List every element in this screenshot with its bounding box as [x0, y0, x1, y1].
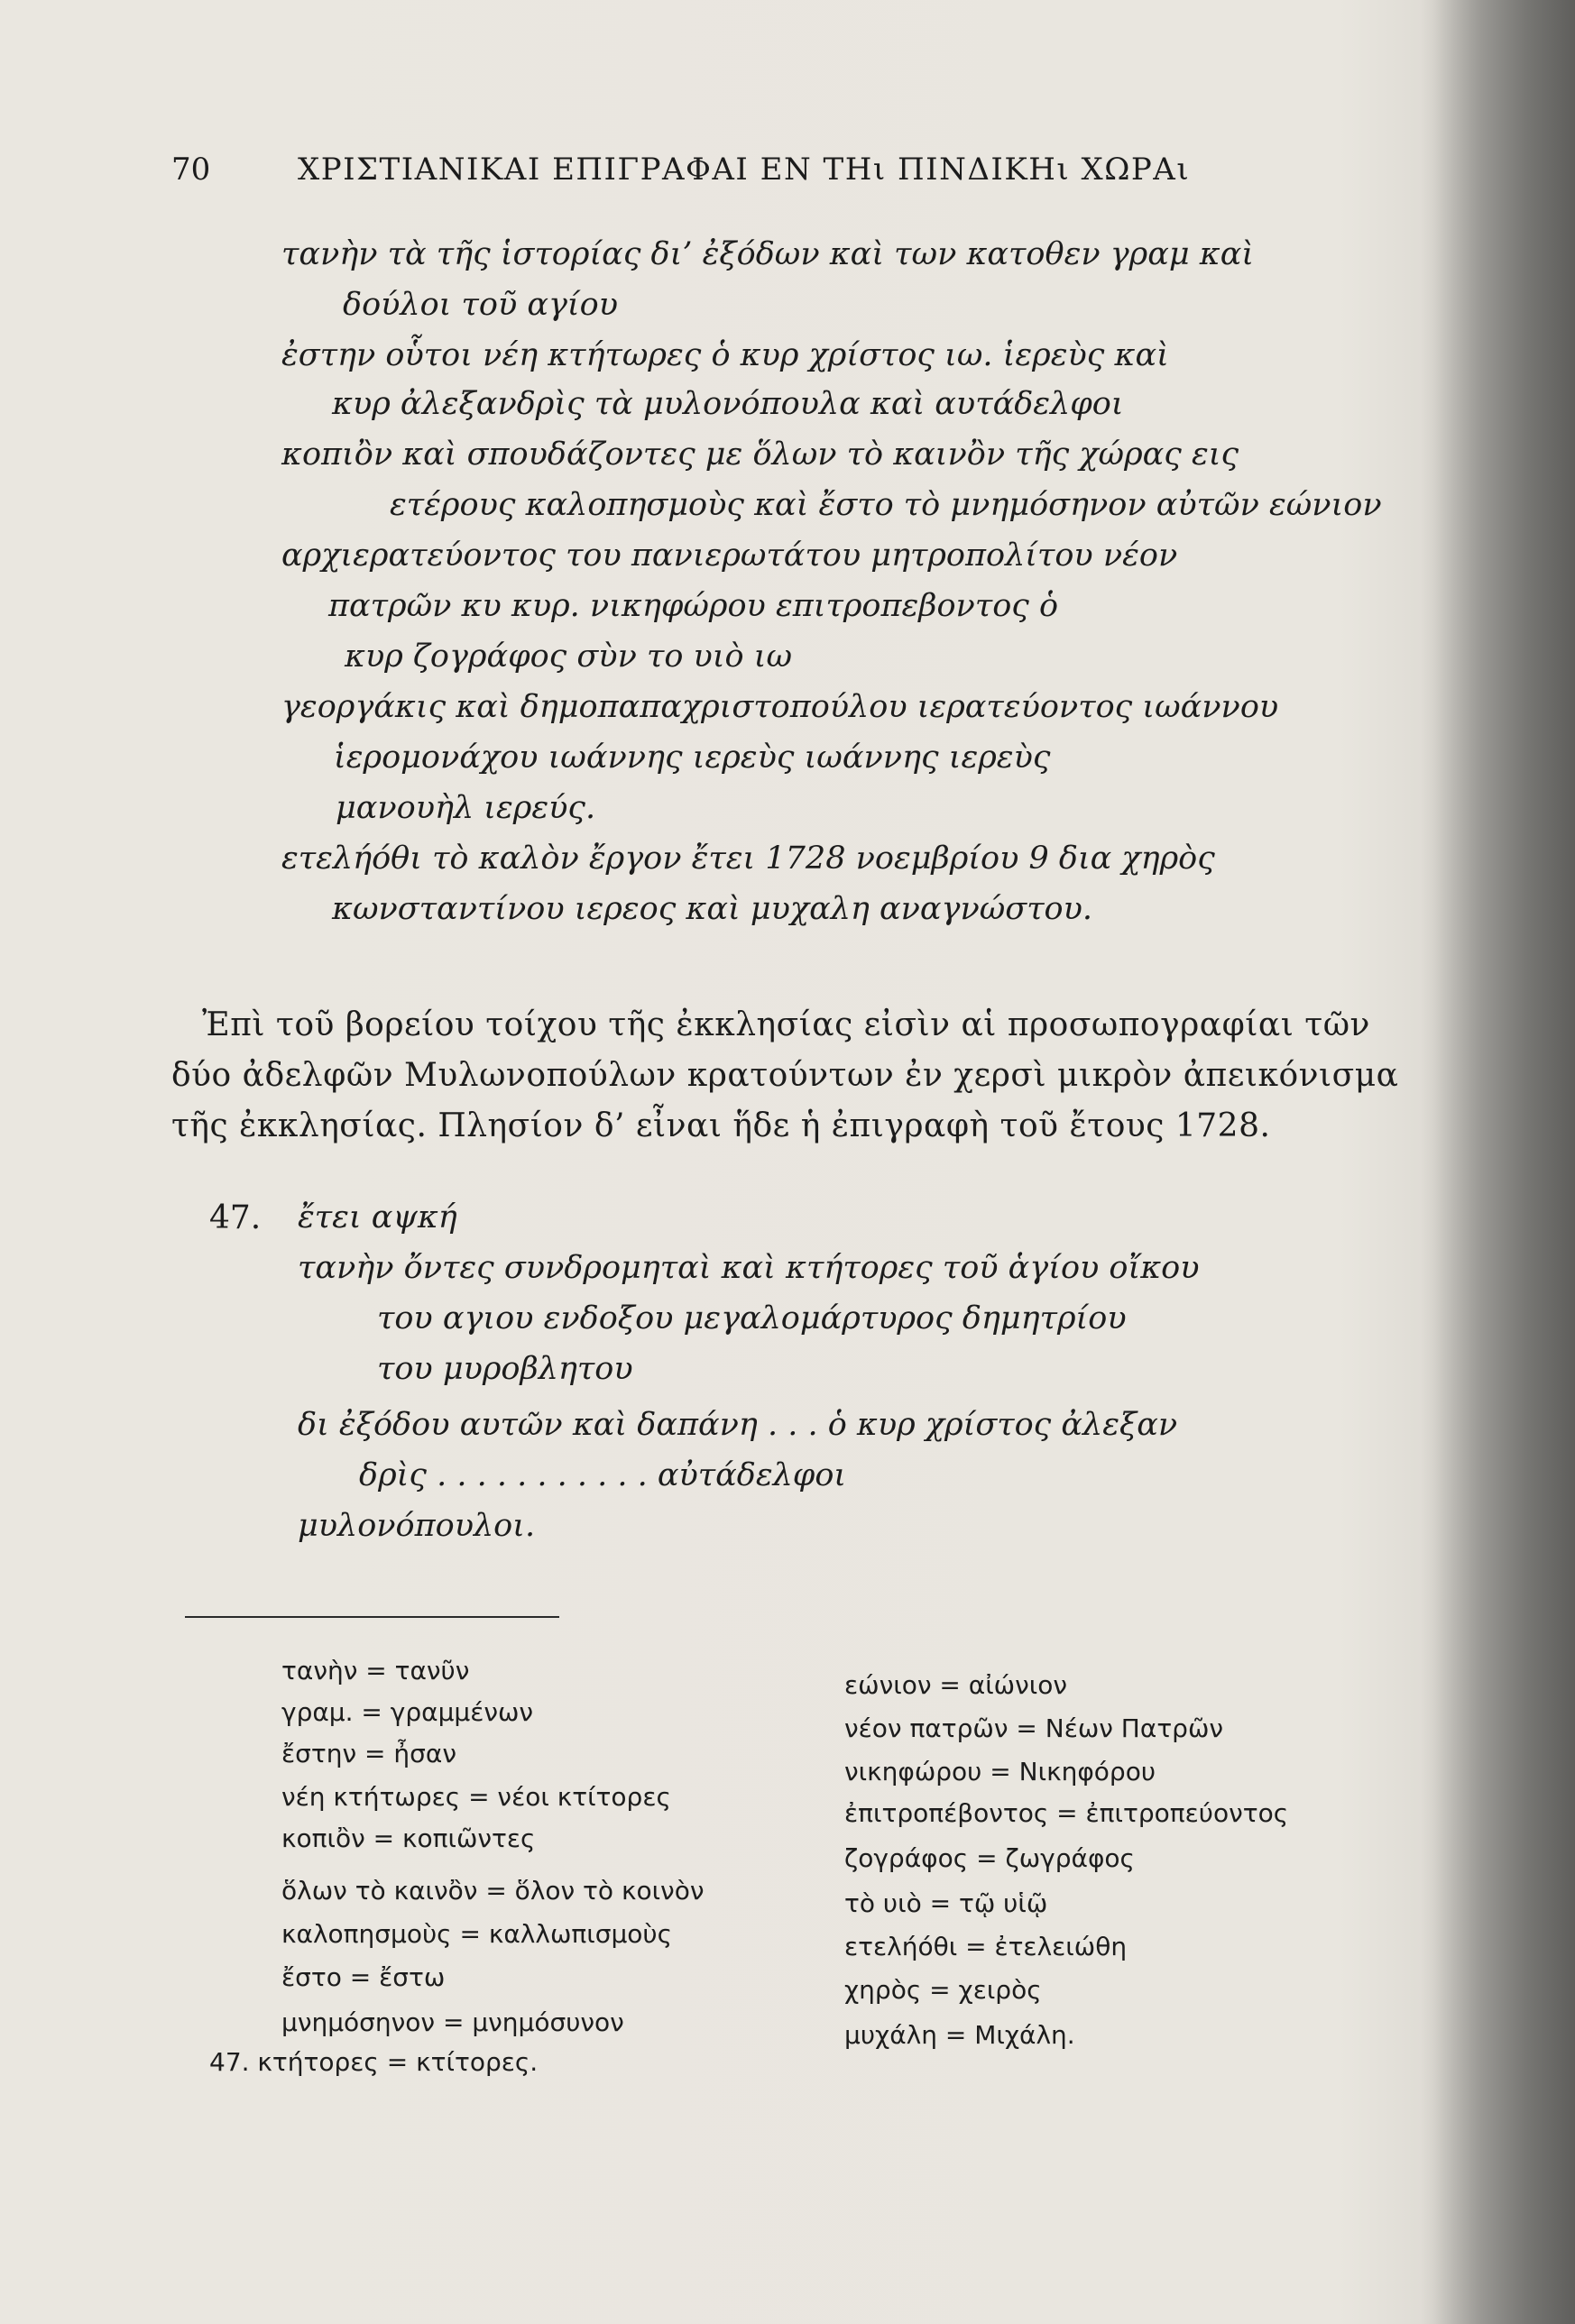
- inscription-line: κυρ ἀλεξανδρὶς τὰ μυλονόπουλα καὶ αυτάδελφοι: [332, 386, 1124, 422]
- inscription-line: ἐστην οὗτοι νέη κτήτωρες ὁ κυρ χρίστος ιω. ἱερεὺς καὶ: [281, 337, 1169, 373]
- inscription-line: ἔτει αψκή: [298, 1199, 457, 1235]
- inscription-line: κυρ ζογράφος σὺν το υιὸ ιω: [345, 638, 792, 675]
- footnote-left: μνημόσηνον = μνημόσυνον: [281, 2007, 624, 2037]
- inscription-line: δούλοι τοῦ αγίου: [343, 287, 618, 323]
- paragraph-line: Ἐπὶ τοῦ βορείου τοίχου τῆς ἐκκλησίας εἰσὶν αἱ προσωπογραφίαι τῶν: [202, 1006, 1370, 1043]
- inscription-line: τανὴν τὰ τῆς ἱστορίας δι’ ἐξόδων καὶ των κατοθεν γραμ καὶ: [281, 236, 1255, 272]
- footnote-left: τανὴν = τανῦν: [281, 1656, 470, 1686]
- inscription-number: 47.: [209, 1199, 262, 1236]
- paragraph-line: δύο ἀδελφῶν Μυλωνοπούλων κρατούντων ἐν χερσὶ μικρὸν ἀπεικόνισμα: [171, 1057, 1399, 1094]
- inscription-line: ετελήόθι τὸ καλὸν ἔργον ἔτει 1728 νοεμβρίου 9 δια χηρὸς: [281, 840, 1215, 877]
- footnote-left: ὅλων τὸ καινὂν = ὅλον τὸ κοινὸν: [281, 1876, 705, 1906]
- footnote-right: χηρὸς = χειρὸς: [844, 1975, 1042, 2005]
- footnote-right: ετελήόθι = ἐτελειώθη: [844, 1932, 1128, 1961]
- footnote-left: καλοπησμοὺς = καλλωπισμοὺς: [281, 1919, 673, 1949]
- footnote-rule: [185, 1616, 559, 1618]
- footnote-left: κοπιὂν = κοπιῶντες: [281, 1823, 536, 1853]
- paragraph-line: τῆς ἐκκλησίας. Πλησίον δ’ εἶναι ἥδε ἡ ἐπιγραφὴ τοῦ ἔτους 1728.: [171, 1107, 1271, 1144]
- running-title: ΧΡΙΣΤΙΑΝΙΚΑΙ ΕΠΙΓΡΑΦΑΙ ΕΝ ΤΗι ΠΙΝΔΙΚΗι ΧΩΡΑι: [298, 152, 1191, 188]
- footnote-right: ζογράφος = ζωγράφος: [844, 1843, 1135, 1873]
- inscription-line: γεοργάκις καὶ δημοπαπαχριστοπούλου ιερατεύοντος ιωάννου: [281, 689, 1279, 725]
- inscription-line: δι ἐξόδου αυτῶν καὶ δαπάνη . . . ὁ κυρ χρίστος ἀλεξαν: [298, 1407, 1178, 1443]
- footnote-left: ἔστην = ἦσαν: [281, 1739, 456, 1768]
- inscription-line: του μυροβλητου: [377, 1351, 633, 1387]
- footnote-right: μυχάλη = Μιχάλη.: [844, 2020, 1075, 2050]
- inscription-line: αρχιερατεύοντος του πανιερωτάτου μητροπολίτου νέον: [281, 537, 1178, 574]
- footnote-left: ἔστο = ἔστω: [281, 1962, 446, 1992]
- footnote-right: εώνιον = αἰώνιον: [844, 1670, 1067, 1700]
- inscription-line: ἱερομονάχου ιωάννης ιερεὺς ιωάννης ιερεὺς: [334, 739, 1051, 776]
- footnote-left: γραμ. = γραμμένων: [281, 1697, 534, 1727]
- footnote-right: νέον πατρῶν = Νέων Πατρῶν: [844, 1713, 1224, 1743]
- page-edge-shadow: [1421, 0, 1575, 2324]
- page-number: 70: [171, 152, 211, 188]
- inscription-line: του αγιου ενδοξου μεγαλομάρτυρος δημητρίου: [377, 1300, 1127, 1337]
- inscription-line: τανὴν ὄντες συνδρομηταὶ καὶ κτήτορες τοῦ ἁγίου οἴκου: [298, 1250, 1200, 1286]
- inscription-line: μυλονόπουλοι.: [298, 1508, 536, 1544]
- inscription-line: κωνσταντίνου ιερεος καὶ μυχαλη αναγνώστου.: [332, 891, 1093, 927]
- inscription-line: δρὶς . . . . . . . . . . . αὐτάδελφοι: [359, 1457, 847, 1493]
- footnote-right: νικηφώρου = Νικηφόρου: [844, 1757, 1156, 1787]
- footnote-left: νέη κτήτωρες = νέοι κτίτορες: [281, 1782, 671, 1812]
- inscription-line: ετέρους καλοπησμοὺς καὶ ἔστο τὸ μνημόσηνον αὐτῶν εώνιον: [390, 487, 1382, 523]
- footnote-right: τὸ υιὸ = τῷ υἱῷ: [844, 1888, 1048, 1918]
- footnote-right: ἐπιτροπέβοντος = ἐπιτροπεύοντος: [844, 1798, 1289, 1828]
- footnote-left: 47. κτήτορες = κτίτορες.: [209, 2047, 539, 2077]
- inscription-line: μανουὴλ ιερεύς.: [336, 790, 596, 826]
- inscription-line: κοπιὂν καὶ σπουδάζοντες με ὅλων τὸ καινὂν τῆς χώρας εις: [281, 436, 1239, 473]
- inscription-line: πατρῶν κυ κυρ. νικηφώρου επιτροπεβοντος ὁ: [328, 588, 1059, 624]
